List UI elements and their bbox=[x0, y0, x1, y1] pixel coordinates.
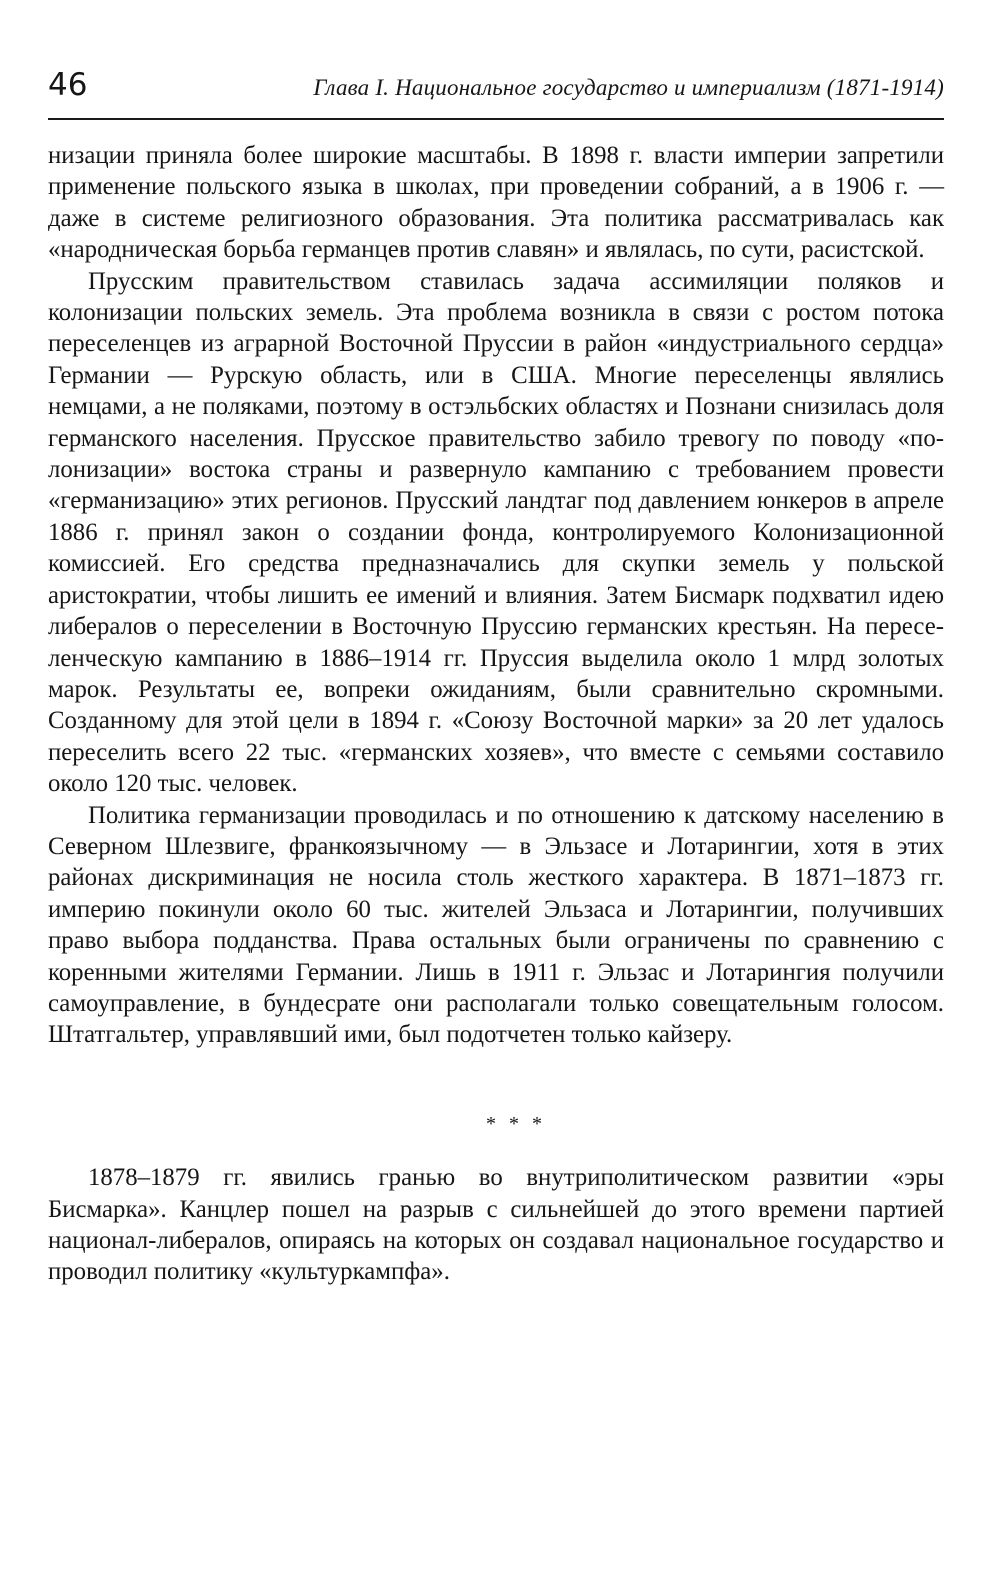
page-header bbox=[48, 67, 944, 120]
page-body bbox=[48, 140, 944, 1288]
paragraph-continued: низации приняла более широкие масштабы. В 1898 г. власти империи запретили применение польского языка в школах, при проведении собраний, а в 1906 г. — даже в системе религиозного образования. Эта политика рассматривалась как «народническая борьба германцев против славян» и являлась, по сути, расистской. bbox=[48, 142, 944, 264]
running-title: Глава I. Национальное государство и империализм (1871-1914) bbox=[313, 75, 944, 100]
paragraph-germanization: Политика германизации проводилась и по отношению к датскому населению в Северном Шлезвиге, франкоязычному — в Эльзасе и Лотарингии, хотя в этих районах дискриминация не носила столь жесткого характера. В 1871–1873 гг. империю покинули около 60 тыс. жителей Эльзаса и Лотарингии, получивших право выбора подданства. Права остальных были ограничены по сравнению с коренными жителями Германии. Лишь в 1911 г. Эльзас и Лотарингия получили самоуправление, в бундесрате они располагали только совещательным голосом. Штатгальтер, управлявший ими, был подотчетен только кайзеру. bbox=[48, 801, 944, 1049]
section-separator: * * * bbox=[486, 1112, 546, 1135]
paragraph-prussian-policy: Прусским правительством ставилась задача ассимиляции поляков и колонизации польских земель. Эта проблема возникла в связи с ростом потока переселенцев из аграрной Восточной Пруссии в район «индустриального сердца» Германии — Рурскую область, или в США. Многие переселенцы являлись немцами, а не поляками, поэтому в остэльбских областях и Познани снизилась доля германского населения. Прусское правительство забило тревогу по поводу «полонизации» востока страны и развернуло кампанию с требованием провести «германизацию» этих регионов. Прусский ландтаг под давлением юнкеров в апреле 1886 г. принял закон о создании фонда, контролируемого Колонизационной комиссией. Его средства предназначались для скупки земель у польской аристократии, чтобы лишить ее имений и влияния. Затем Бисмарк подхватил идею либералов о переселении в Восточную Пруссию германских крестьян. На переселенческую кампанию в 1886–1914 гг. Пруссия выделила около 1 млрд золотых марок. Результаты ее, вопреки ожиданиям, были сравнительно скромными. Созданному для этой цели в 1894 г. «Союзу Восточной марки» за 20 лет удалось переселить всего 22 тыс. «германских хозяев», что вместе с семьями составило около 120 тыс. человек. bbox=[48, 267, 944, 798]
book-page bbox=[48, 67, 944, 1288]
page-number: 46 bbox=[48, 67, 88, 103]
paragraph-bismarck-era: 1878–1879 гг. явились гранью во внутриполитическом развитии «эры Бисмарка». Канцлер пошел на разрыв с сильнейшей до этого времени партией национал-либералов, опираясь на которых он создавал национальное государство и проводил политику «культуркампфа». bbox=[48, 1164, 944, 1286]
